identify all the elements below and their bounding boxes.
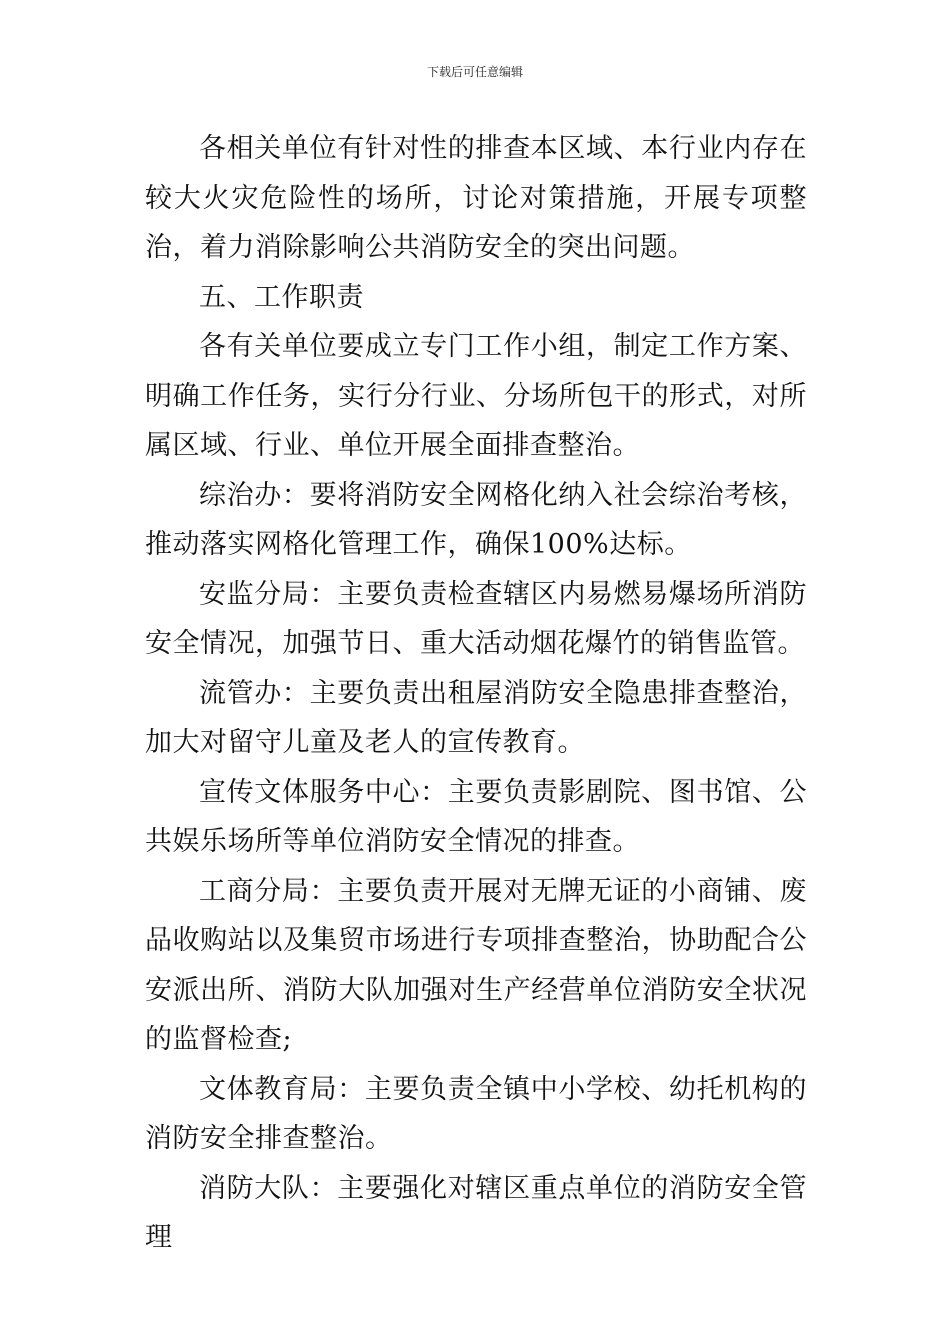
page-header-note: 下载后可任意编辑 [426, 65, 523, 79]
paragraph-general-duties: 各有关单位要成立专门工作小组，制定工作方案、明确工作任务，实行分行业、分场所包干的形式，对所属区域、行业、单位开展全面排查整治。 [145, 331, 807, 461]
paragraph-comprehensive-office: 综治办：要将消防安全网格化纳入社会综治考核，推动落实网格化管理工作，确保100%达标。 [145, 479, 807, 560]
paragraph-business-bureau: 工商分局：主要负责开展对无牌无证的小商铺、废品收购站以及集贸市场进行专项排查整治，协助配合公安派出所、消防大队加强对生产经营单位消防安全状况的监督检查; [145, 875, 807, 1055]
paragraph-intro: 各相关单位有针对性的排查本区域、本行业内存在较大火灾危险性的场所，讨论对策措施，开展专项整治，着力消除影响公共消防安全的突出问题。 [145, 133, 807, 263]
paragraph-education-bureau: 文体教育局：主要负责全镇中小学校、幼托机构的消防安全排查整治。 [145, 1073, 807, 1154]
paragraph-culture-service-center: 宣传文体服务中心：主要负责影剧院、图书馆、公共娱乐场所等单位消防安全情况的排查。 [145, 776, 807, 857]
paragraph-safety-supervision: 安监分局：主要负责检查辖区内易燃易爆场所消防安全情况，加强节日、重大活动烟花爆竹的销售监管。 [145, 578, 807, 659]
paragraph-floating-population-office: 流管办：主要负责出租屋消防安全隐患排查整治，加大对留守儿童及老人的宣传教育。 [145, 677, 807, 758]
paragraph-fire-brigade: 消防大队：主要强化对辖区重点单位的消防安全管理 [145, 1172, 807, 1253]
section-heading-duties: 五、工作职责 [199, 281, 364, 313]
document-body [145, 124, 807, 1263]
